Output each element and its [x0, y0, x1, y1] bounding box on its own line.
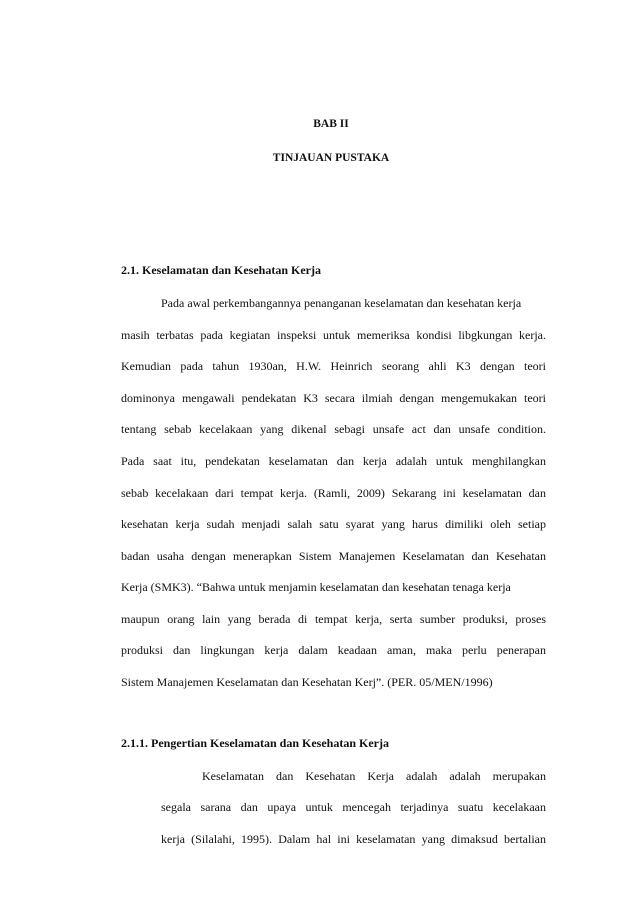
chapter-title: TINJAUAN PUSTAKA [272, 152, 390, 164]
paragraph-line: Keselamatan dan Kesehatan Kerja adalah adalah merupakan [202, 769, 546, 783]
paragraph-line: maupun orang lain yang berada di tempat kerja, serta sumber produksi, proses [121, 612, 546, 626]
paragraph-line: masih terbatas pada kegiatan inspeksi untuk memeriksa kondisi libgkungan kerja. [121, 328, 546, 342]
section-heading-2-1: 2.1. Keselamatan dan Kesehatan Kerja [121, 263, 321, 277]
paragraph-line: tentang sebab kecelakaan yang dikenal sebagi unsafe act dan unsafe condition. [121, 422, 546, 436]
paragraph-line: Pada awal perkembangannya penanganan keselamatan dan kesehatan kerja [161, 296, 522, 310]
paragraph-line: kesehatan kerja sudah menjadi salah satu syarat yang harus dimiliki oleh setiap [121, 517, 546, 531]
paragraph-line: Pada saat itu, pendekatan keselamatan dan kerja adalah untuk menghilangkan [121, 454, 546, 468]
paragraph-line: Sistem Manajemen Keselamatan dan Kesehatan Kerj”. (PER. 05/MEN/1996) [121, 675, 493, 689]
paragraph-line: dominonya mengawali pendekatan K3 secara ilmiah dengan mengemukakan teori [121, 391, 546, 405]
paragraph-line: sebab kecelakaan dari tempat kerja. (Ramli, 2009) Sekarang ini keselamatan dan [121, 486, 546, 500]
paragraph-line: Kemudian pada tahun 1930an, H.W. Heinrich seorang ahli K3 dengan teori [121, 359, 546, 373]
paragraph-line: badan usaha dengan menerapkan Sistem Manajemen Keselamatan dan Kesehatan [121, 549, 546, 563]
chapter-number: BAB II [313, 118, 349, 130]
section-heading-2-1-1: 2.1.1. Pengertian Keselamatan dan Kesehatan Kerja [121, 736, 389, 750]
paragraph-line: kerja (Silalahi, 1995). Dalam hal ini keselamatan yang dimaksud bertalian [161, 832, 546, 846]
paragraph-line: segala sarana dan upaya untuk mencegah terjadinya suatu kecelakaan [161, 800, 546, 814]
paragraph-line: Kerja (SMK3). “Bahwa untuk menjamin keselamatan dan kesehatan tenaga kerja [121, 580, 511, 594]
paragraph-line: produksi dan lingkungan kerja dalam keadaan aman, maka perlu penerapan [121, 643, 546, 657]
